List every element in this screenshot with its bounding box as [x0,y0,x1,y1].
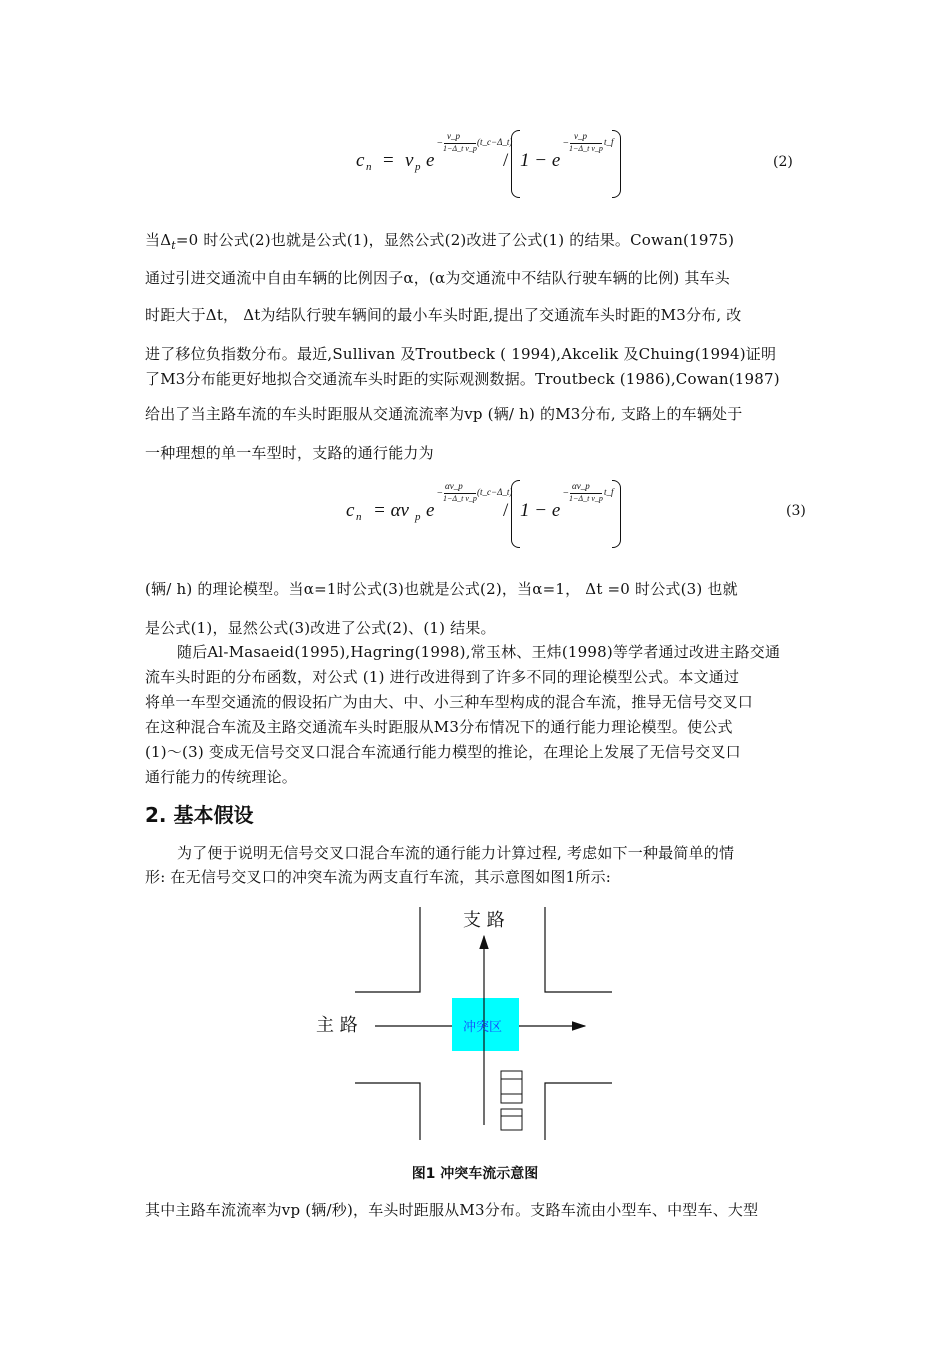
p2-line1: (辆/ h) 的理论模型。当α=1时公式(3)也就是公式(2)，当α=1， Δt =0 时公式(3) 也就 [145,580,738,598]
eq3-lhs-sub: n [356,511,362,523]
eq2-exp2-den: 1−Δ_t v_p [569,144,603,153]
p3-line5: (1)～(3) 变成无信号交叉口混合车流通行能力模型的推论，在理论上发展了无信号交叉口 [145,743,741,761]
road-edge-bottom-right [545,1083,612,1140]
eq3-exp2-den: 1−Δ_t v_p [569,494,603,503]
figure-caption: 图1 冲突车流示意图 [411,1166,539,1182]
eq2-one-minus: 1 − e [520,150,561,171]
eq2-exp-tail: (t_c−Δ_t) [477,137,513,147]
eq3-one-minus: 1 − e [520,500,561,521]
p3-line6: 通行能力的传统理论。 [145,768,298,786]
p4-line2: 形: 在无信号交叉口的冲突车流为两支直行车流，其示意图如图1所示: [145,868,612,886]
eq2-p: p [415,161,421,173]
eq3-exp2-tail: t_f [604,487,614,497]
p1-line2: 通过引进交通流中自由车辆的比例因子α，(α为交通流中不结队行驶车辆的比例) 其车头 [145,269,730,287]
eq3-p: p [415,511,421,523]
vehicle-1 [501,1071,522,1103]
section-heading: 2. 基本假设 [145,803,254,827]
p1-line7: 一种理想的单一车型时，支路的通行能力为 [145,444,434,462]
eq3-equals: = αv [373,500,409,521]
p3-line3: 将单一车型交通流的假设拓广为由大、中、小三种车型构成的混合车流，推导无信号交叉口 [145,693,754,711]
eq2-exp2-num: v_p [574,131,587,141]
intersection-figure [300,900,630,1150]
p2-line2: 是公式(1)，显然公式(3)改进了公式(2)、(1) 结果。 [145,619,496,637]
eq2-exp2-tail: t_f [604,137,614,147]
branch-road-label: 支 路 [463,910,505,931]
p1-line6: 给出了当主路车流的车头时距服从交通流流率为vp (辆/ h) 的M3分布, 支路上的车辆处于 [145,405,743,423]
eq3-e: e [426,500,435,521]
eq2-e: e [426,150,435,171]
road-edge-bottom-left [355,1083,420,1140]
eq2-v: v [405,150,414,171]
eq3-exp-tail: (t_c−Δ_t) [477,487,513,497]
eq3-exp-den: 1−Δ_t v_p [443,494,477,503]
eq3-exp2-num: αv_p [572,481,590,491]
equation-3: c n = αv p e − αv_p 1−Δ_t v_p (t_c−Δ_t) / 1 − e − αv_p 1−Δ_t v_p t_f [340,478,640,550]
p1-line4: 进了移位负指数分布。最近,Sullivan 及Troutbeck ( 1994),Akcelik 及Chuing(1994)证明 [145,345,777,363]
p1-line1: 当$\Delta_t=0$ 时公式(2)也就是公式(1)，显然公式(2)改进了公式(1) 的结果。Cowan(1975) [145,231,735,252]
p4-line1: 为了便于说明无信号交叉口混合车流的通行能力计算过程, 考虑如下一种最简单的情 [177,844,735,862]
equation-2: c n = v p e − v_p 1−Δ_t v_p (t_c−Δ_t) / 1 − e − v_p 1−Δ_t v_p t_f [350,128,650,200]
eq2-exp-num: v_p [447,131,460,141]
eq2-exp-den: 1−Δ_t v_p [443,144,477,153]
conflict-zone-label: 冲突区 [463,1020,503,1035]
vehicle-2 [501,1109,522,1130]
p1-line3: 时距大于Δt， Δt为结队行驶车辆间的最小车头时距,提出了交通流车头时距的M3分布, 改 [145,306,742,324]
eq3-lhs: c [346,500,355,521]
eq3-exp-num: αv_p [445,481,463,491]
eq3-slash: / [503,500,509,521]
p5-line1: 其中主路车流流率为vp (辆/秒)，车头时距服从M3分布。支路车流由小型车、中型车、大型 [145,1201,759,1219]
eq2-lhs-sub: n [366,161,372,173]
p3-line1: 随后Al-Masaeid(1995),Hagring(1998),常玉林、王炜(1998)等学者通过改进主路交通 [177,643,781,661]
road-edge-top-left [355,907,420,992]
eq2-equals: = [383,150,394,171]
p3-line2: 流车头时距的分布函数，对公式 (1) 进行改进得到了许多不同的理论模型公式。本文通过 [145,668,740,686]
main-road-label: 主 路 [316,1015,358,1036]
eq2-lhs: c [356,150,365,171]
p3-line4: 在这种混合车流及主路交通流车头时距服从M3分布情况下的通行能力理论模型。使公式 [145,718,733,736]
eq2-number: (2) [773,154,793,170]
p1-line5: 了M3分布能更好地拟合交通流车头时距的实际观测数据。Troutbeck (1986),Cowan(1987) [145,370,780,388]
eq2-slash: / [503,150,509,171]
road-edge-top-right [545,907,612,992]
eq3-number: (3) [786,503,806,519]
